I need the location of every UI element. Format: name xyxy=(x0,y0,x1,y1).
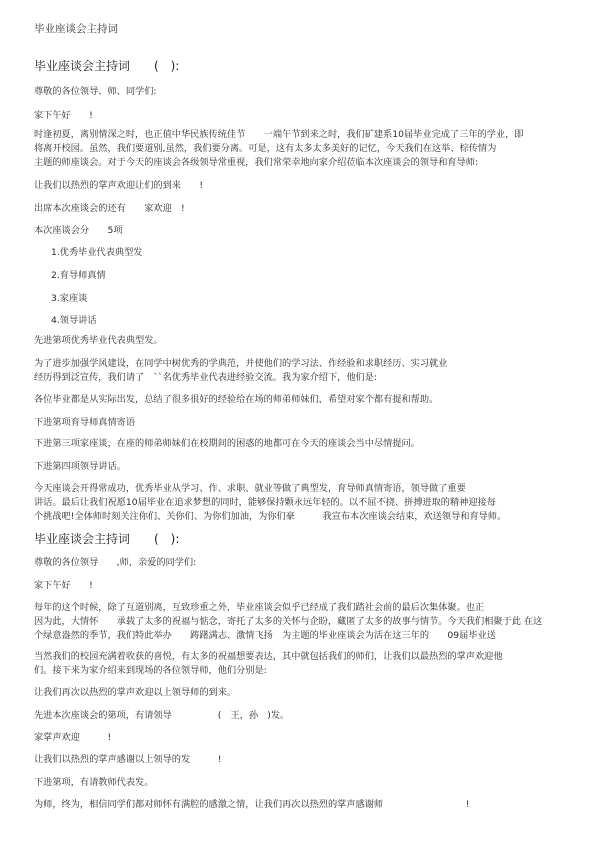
speech2-first-item: 先进本次座谈会的第项，有请领导 ( 王，孙 )发。 xyxy=(34,710,290,721)
speech1-next2: 下进第项育导师真情寄语 xyxy=(34,417,136,428)
speech2-para2-line: 们。接下来为家介绍来到现场的各位领导师，他们分别是: xyxy=(34,665,267,676)
speech2-greeting: 尊敬的各位领导 ,师，亲爱的同学们: xyxy=(34,557,197,568)
speech1-para2-line: 为了进步加强学风建设，在同学中树优秀的学典范，并使他们的学习法、作经验和求职经历、实习就业 xyxy=(34,358,448,369)
speech1-hello: 家下午好 ! xyxy=(34,110,93,121)
speech1-next4: 下进第四项领导讲话。 xyxy=(34,461,126,472)
speech1-attend: 出席本次座谈会的还有 家欢迎 ! xyxy=(34,203,185,214)
speech1-list-item: 4.领导讲话 xyxy=(51,315,97,326)
speech1-closing-line: 今天座谈会开得常成功，优秀毕业从学习、作、求职、就业等做了典型发，育导师真情寄语，领导做了重要 xyxy=(34,483,466,494)
speech2-applause: 家掌声欢迎 ! xyxy=(34,732,112,743)
speech1-intro-line: 将离开校园。虽然，我们要道别,虽然，我们要分离。可是，这有太多太多美好的记忆，今天我们在这举、棕传情为 xyxy=(34,143,497,154)
speech1-para3: 各位毕业都是从实际出发，总结了很多很好的经验给在场的师弟师妹们，希望对家个都有提和帮助。 xyxy=(34,394,439,405)
speech1-para2-line: 经历得到泛宣传，我们请了 ``名优秀毕业代表进经验交流。我为家介绍下，他们是: xyxy=(34,372,378,383)
speech1-list-item: 1.优秀毕业代表典型发 xyxy=(51,247,143,258)
speech1-welcome: 让我们以热烈的掌声欢迎让们的到来 ! xyxy=(34,180,204,191)
speech2-para2-line: 当然我们的校园充满着收获的喜悦，有太多的祝福想要表达，其中就包括我们的师们，让我们以最热烈的掌声欢迎他 xyxy=(34,651,503,662)
speech2-next: 下进第项，有请教师代表发。 xyxy=(34,777,154,788)
speech1-list-item: 2.育导师真情 xyxy=(51,270,106,281)
speech1-title: 毕业座谈会主持词 ( ): xyxy=(34,59,180,73)
speech2-thanks: 让我们以热烈的掌声感谢以上领导的发 ! xyxy=(34,754,222,765)
speech2-intro-line: 每年的这个时候，除了互道别离，互致珍重之外，毕业座谈会似乎已经成了我们踏社会前的最后次集体聚。也正 xyxy=(34,602,485,613)
speech1-items-intro: 本次座谈会分 5项 xyxy=(34,225,123,236)
page-header: 毕业座谈会主持词 xyxy=(34,23,118,35)
speech2-intro-line: 个绿意盎然的季节，我们特此举办 踌躇满志、激情飞扬 为主题的毕业座谈会为活在这三年的 09届毕业送 xyxy=(34,630,496,641)
speech2-title: 毕业座谈会主持词 ( ): xyxy=(34,532,180,546)
speech1-intro-line: 时逢初夏，离别情深之时，也正值中华民族传统佳节 一端午节到来之时，我们矿建系10届毕业完成了三年的学业，即 xyxy=(34,129,524,140)
speech2-hello: 家下午好 ! xyxy=(34,580,93,591)
speech1-next3: 下进第三项家座谈，在座的师弟师妹们在校期间的困惑的地都可在今天的座谈会当中尽情提问。 xyxy=(34,438,420,449)
speech2-intro-line: 因为此，大情怀 承载了太多的祝福与惦念，寄托了太多的关怀与企盼，藏匿了太多的故事与情节。今天我们相聚于此 在这 xyxy=(34,616,543,627)
speech1-closing-line: 个挑战吧!全体师时刻关注你们、关你们、为你们加油，为你们豪 我宣布本次座谈会结束，欢送领导和育导师。 xyxy=(34,511,507,522)
speech1-intro-line: 主题的师座谈会。对于今天的座谈会各级领导常重视，我们常荣幸地向家介绍莅临本次座谈会的领导和育导师: xyxy=(34,157,479,168)
speech2-last: 为师，终为，相信同学们都对师怀有满腔的感激之情，让我们再次以热烈的掌声感谢师 ! xyxy=(34,799,470,810)
speech1-first-item: 先进第项优秀毕业代表典型发。 xyxy=(34,335,163,346)
speech1-closing-line: 讲话。最后让我们祝愿10届毕业在追求梦想的同时，能够保持颗永远年轻的。以不屈不挠、拼搏进取的精神迎接每 xyxy=(34,497,496,508)
speech1-greeting: 尊敬的各位领导、师、同学们: xyxy=(34,86,157,97)
speech2-welcome: 让我们再次以热烈的掌声欢迎以上领导师的到来。 xyxy=(34,687,237,698)
speech1-list-item: 3.家座谈 xyxy=(51,293,88,304)
